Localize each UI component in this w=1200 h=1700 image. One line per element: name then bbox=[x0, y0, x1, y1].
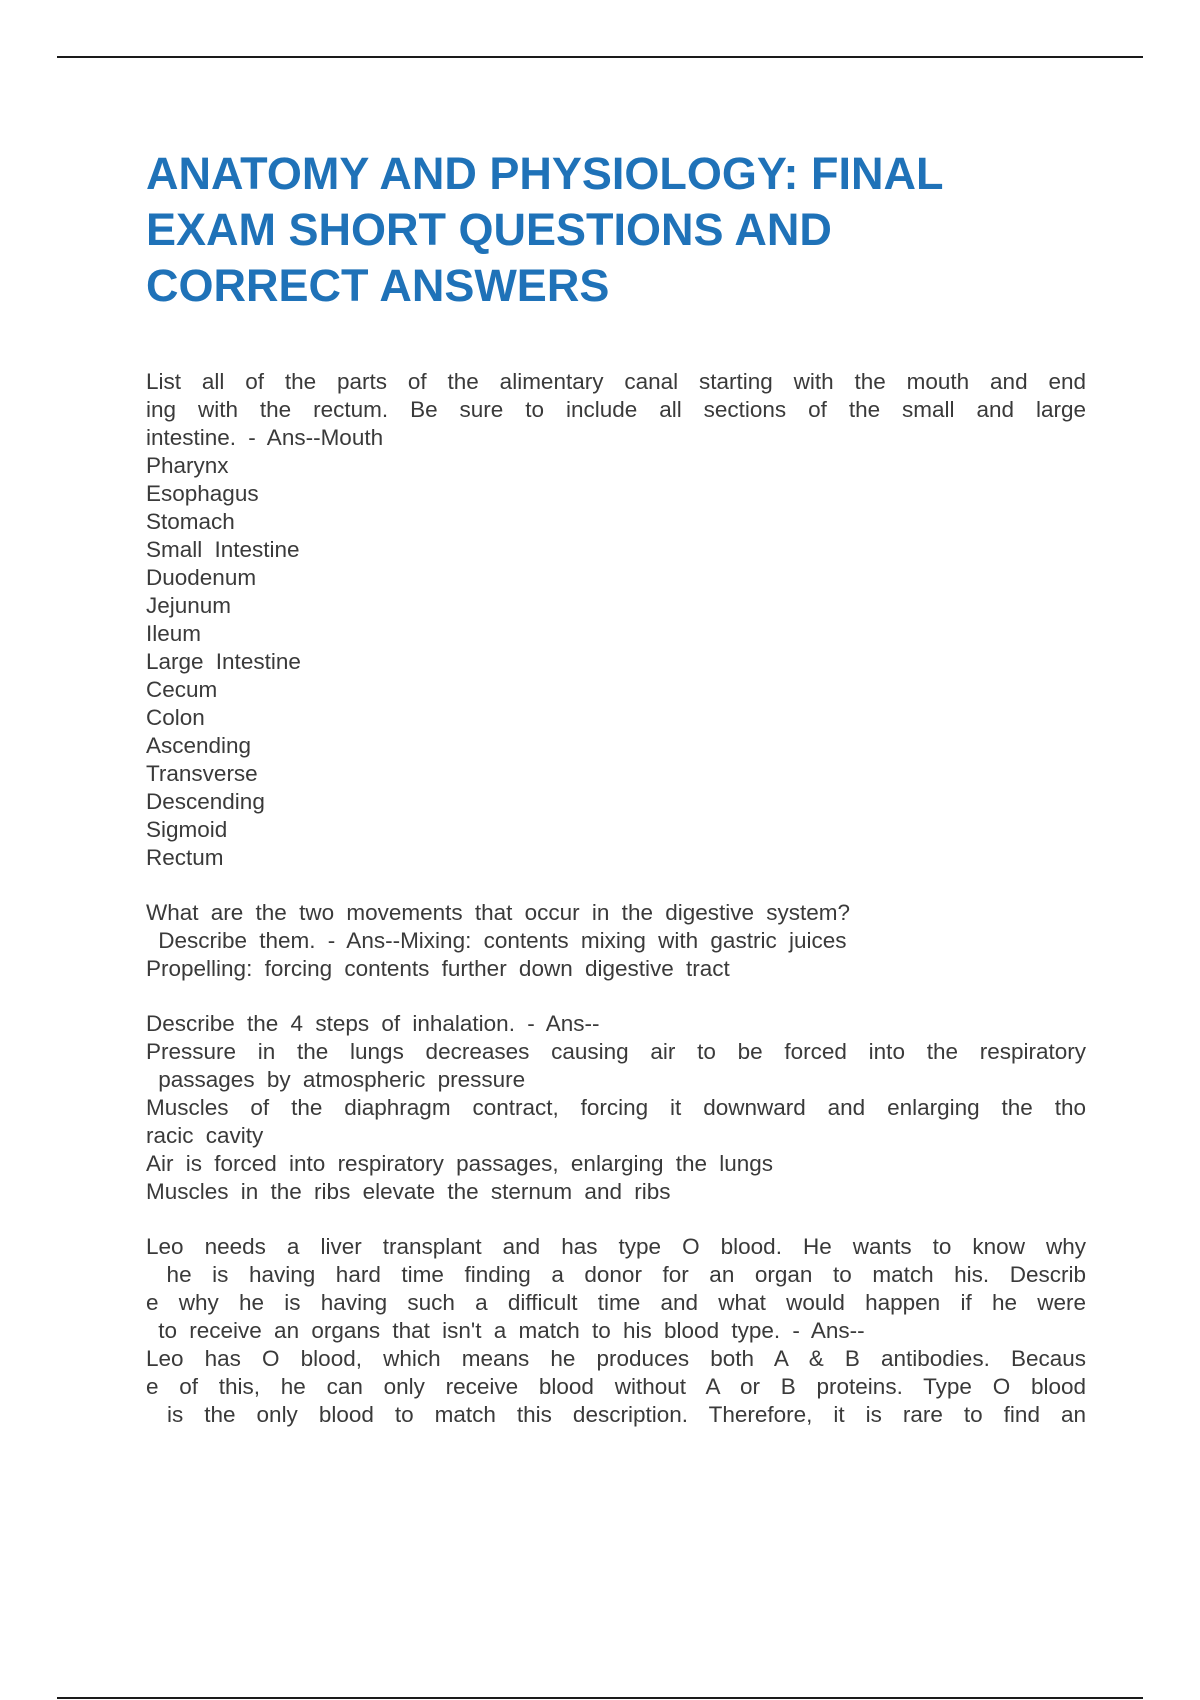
footer-rule bbox=[57, 1697, 1143, 1699]
text-line: Describe the 4 steps of inhalation. - Ans-- bbox=[146, 1011, 600, 1036]
text-line: Small Intestine bbox=[146, 537, 300, 562]
text-line: Stomach bbox=[146, 509, 235, 534]
text-line: What are the two movements that occur in the digestive system? bbox=[146, 900, 851, 925]
text-line: e why he is having such a difficult time and what would happen if he were bbox=[146, 1290, 1086, 1315]
text-line: Muscles in the ribs elevate the sternum and ribs bbox=[146, 1179, 671, 1204]
text-line: List all of the parts of the alimentary canal starting with the mouth and end bbox=[146, 369, 1086, 394]
text-line: Describe them. - Ans--Mixing: contents mixing with gastric juices bbox=[146, 928, 847, 953]
qa-item bbox=[146, 1010, 1086, 1206]
text-line: e of this, he can only receive blood without A or B proteins. Type O blood bbox=[146, 1374, 1086, 1399]
text-line: Air is forced into respiratory passages, enlarging the lungs bbox=[146, 1151, 774, 1176]
text-line: Muscles of the diaphragm contract, forcing it downward and enlarging the tho bbox=[146, 1095, 1086, 1120]
document-body bbox=[146, 368, 1086, 1429]
text-line: passages by atmospheric pressure bbox=[146, 1067, 526, 1092]
text-line: Ascending bbox=[146, 733, 252, 758]
text-line: Leo has O blood, which means he produces both A & B antibodies. Becaus bbox=[146, 1346, 1086, 1371]
text-line: intestine. - Ans--Mouth bbox=[146, 425, 384, 450]
text-line: Cecum bbox=[146, 677, 218, 702]
qa-item bbox=[146, 368, 1086, 872]
text-line: Ileum bbox=[146, 621, 202, 646]
text-line: Transverse bbox=[146, 761, 258, 786]
text-line: is the only blood to match this description. Therefore, it is rare to find an bbox=[146, 1402, 1086, 1427]
text-line: Sigmoid bbox=[146, 817, 228, 842]
text-line: Jejunum bbox=[146, 593, 232, 618]
text-line: Colon bbox=[146, 705, 205, 730]
text-line: Leo needs a liver transplant and has type O blood. He wants to know why bbox=[146, 1234, 1086, 1259]
header-rule bbox=[57, 56, 1143, 58]
text-line: Propelling: forcing contents further down digestive tract bbox=[146, 956, 730, 981]
text-line: he is having hard time finding a donor for an organ to match his. Describ bbox=[146, 1262, 1086, 1287]
qa-item bbox=[146, 899, 1086, 983]
text-line: Esophagus bbox=[146, 481, 259, 506]
document-title bbox=[146, 146, 1106, 314]
title-line: ANATOMY AND PHYSIOLOGY: FINAL bbox=[146, 148, 944, 199]
text-line: Descending bbox=[146, 789, 265, 814]
qa-item bbox=[146, 1233, 1086, 1429]
text-line: Large Intestine bbox=[146, 649, 301, 674]
text-line: ing with the rectum. Be sure to include all sections of the small and large bbox=[146, 397, 1086, 422]
text-line: Rectum bbox=[146, 845, 224, 870]
title-line: CORRECT ANSWERS bbox=[146, 260, 610, 311]
text-line: racic cavity bbox=[146, 1123, 264, 1148]
text-line: Pharynx bbox=[146, 453, 229, 478]
text-line: to receive an organs that isn't a match to his blood type. - Ans-- bbox=[146, 1318, 865, 1343]
title-line: EXAM SHORT QUESTIONS AND bbox=[146, 204, 832, 255]
text-line: Pressure in the lungs decreases causing air to be forced into the respiratory bbox=[146, 1039, 1086, 1064]
text-line: Duodenum bbox=[146, 565, 257, 590]
